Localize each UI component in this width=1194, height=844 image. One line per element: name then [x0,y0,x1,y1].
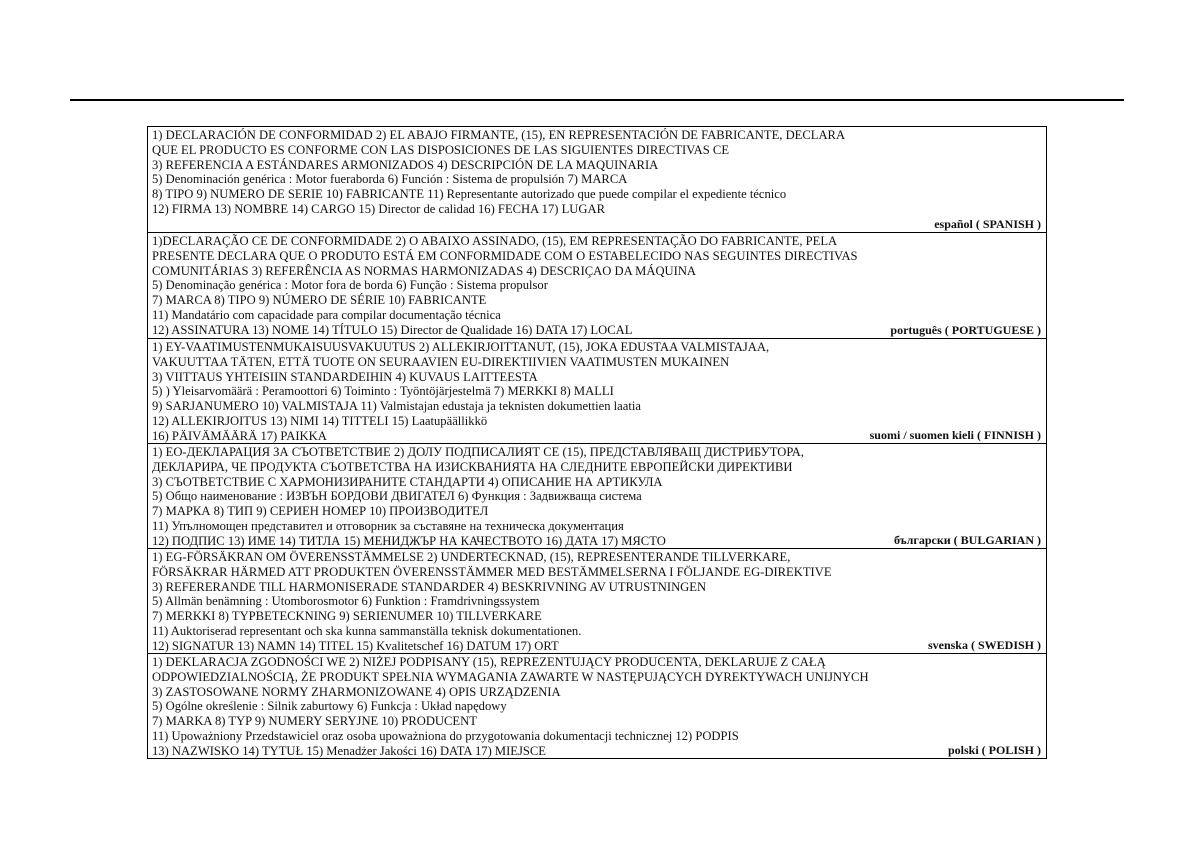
declaration-line: 3) СЪОТВЕТСТВИЕ С ХАРМОНИЗИРАНИТЕ СТАНДАРТИ 4) ОПИСАНИЕ НА АРТИКУЛА [152,474,663,489]
language-label-finnish: suomi / suomen kieli ( FINNISH ) [869,428,1041,442]
declaration-line: COMUNITÁRIAS 3) REFERÊNCIA AS NORMAS HARMONIZADAS 4) DESCRIÇAO DA MÁQUINA [152,263,697,278]
language-label-spanish: español ( SPANISH ) [934,217,1041,231]
declaration-line: 1) ЕО-ДЕКЛАРАЦИЯ ЗА СЪОТВЕТСТВИЕ 2) ДОЛУ ПОДПИСАЛИЯТ СЕ (15), ПРЕДСТАВЛЯВАЩ ДИСТРИБУТОРА, [152,445,804,459]
declaration-line: 7) MERKKI 8) TYPBETECKNING 9) SERIENUMER 10) TILLVERKARE [152,609,542,624]
declaration-line: VAKUUTTAA TÄTEN, ETTÄ TUOTE ON SEURAAVIEN EU-DIREKTIIVIEN VAATIMUSTEN MUKAINEN [152,354,730,369]
declaration-line: 8) TIPO 9) NUMERO DE SERIE 10) FABRICANTE 11) Representante autorizado que puede compilar el expediente técnico [152,187,787,202]
declaration-line: 5) Allmän benämning : Utomborosmotor 6) Funktion : Framdrivningssystem [152,594,540,609]
declaration-line: 5) Denominación genérica : Motor fueraborda 6) Función : Sistema de propulsión 7) MARCA [152,172,628,187]
declaration-line: 3) REFERENCIA A ESTÁNDARES ARMONIZADOS 4) DESCRIPCIÓN DE LA MAQUINARIA [152,157,659,172]
declaration-line: 1) DECLARACIÓN DE CONFORMIDAD 2) EL ABAJO FIRMANTE, (15), EN REPRESENTACIÓN DE FABRICANTE, DECLARA [152,128,846,142]
section-swedish [148,548,1046,653]
declaration-line: 1) DEKLARACJA ZGODNOŚCI WE 2) NIŻEJ PODPISANY (15), REPREZENTUJĄCY PRODUCENTA, DEKLARUJE Z CAŁĄ [152,655,826,669]
declaration-line: 3) ZASTOSOWANE NORMY ZHARMONIZOWANE 4) OPIS URZĄDZENIA [152,684,561,699]
declaration-line: 12) FIRMA 13) NOMBRE 14) CARGO 15) Director de calidad 16) FECHA 17) LUGAR [152,201,605,216]
declaration-line: ДЕКЛАРИРА, ЧЕ ПРОДУКТА СЪОТВЕТСТВА НА ИЗИСКВАНИЯТА НА СЛЕДНИТЕ ЕВРОПЕЙСКИ ДИРЕКТИВИ [152,459,793,474]
declaration-line: 1) EG-FÖRSÄKRAN OM ÖVERENSSTÄMMELSE 2) UNDERTECKNAD, (15), REPRESENTERANDE TILLVERKARE, [152,550,791,564]
declaration-of-conformity-table [147,126,1047,759]
declaration-line: 12) ASSINATURA 13) NOME 14) TÍTULO 15) Director de Qualidade 16) DATA 17) LOCAL [152,322,633,337]
section-finnish [148,338,1046,443]
declaration-line: 11) Упълномощен представител и отговорник за съставяне на техническа документация [152,518,624,533]
declaration-line: 12) ALLEKIRJOITUS 13) NIMI 14) TITTELI 15) Laatupäällikkö [152,413,488,428]
declaration-line: QUE EL PRODUCTO ES CONFORME CON LAS DISPOSICIONES DE LAS SIGUIENTES DIRECTIVAS CE [152,142,730,157]
declaration-line: FÖRSÄKRAR HÄRMED ATT PRODUKTEN ÖVERENSSTÄMMER MED BESTÄMMELSERNA I FÖLJANDE EG-DIREKTIVE [152,564,832,579]
language-label-bulgarian: български ( BULGARIAN ) [893,533,1041,547]
declaration-line: 7) MARCA 8) TIPO 9) NÚMERO DE SÉRIE 10) FABRICANTE [152,293,487,308]
declaration-line: 5) Denominação genérica : Motor fora de borda 6) Função : Sistema propulsor [152,278,548,293]
declaration-line: ODPOWIEDZIALNOŚCIĄ, ŻE PRODUKT SPEŁNIA WYMAGANIA ZAWARTE W NASTĘPUJĄCYCH DYREKTYWACH UNIJNYCH [152,669,869,684]
section-polish [148,653,1046,758]
section-portuguese [148,232,1046,338]
section-bulgarian [148,443,1046,548]
declaration-line: 11) Auktoriserad representant och ska kunna sammanställa teknisk dokumentationen. [152,623,582,638]
declaration-line: 7) МАРКА 8) ТИП 9) СЕРИЕН НОМЕР 10) ПРОИЗВОДИТЕЛ [152,504,489,519]
declaration-line: 11) Upoważniony Przedstawiciel oraz osoba upoważniona do przygotowania dokumentacji technicznej 12) PODPIS [152,728,739,743]
declaration-line: 3) VIITTAUS YHTEISIIN STANDARDEIHIN 4) KUVAUS LAITTEESTA [152,369,538,384]
declaration-line: 9) SARJANUMERO 10) VALMISTAJA 11) Valmistajan edustaja ja teknisten dokumettien laatia [152,399,641,414]
declaration-line: 11) Mandatário com capacidade para compilar documentação técnica [152,307,501,322]
declaration-line: 16) PÄIVÄMÄÄRÄ 17) PAIKKA [152,428,327,443]
declaration-line: PRESENTE DECLARA QUE O PRODUTO ESTÁ EM CONFORMIDADE COM O ESTABELECIDO NAS SEGUINTES DIRECTIVAS [152,248,858,263]
declaration-line: 12) ПОДПИС 13) ИМЕ 14) ТИТЛА 15) МЕНИДЖЪР НА КАЧЕСТВОТО 16) ДАТА 17) МЯСТО [152,533,666,548]
declaration-line: 3) REFERERANDE TILL HARMONISERADE STANDARDER 4) BESKRIVNING AV UTRUSTNINGEN [152,579,707,594]
declaration-line: 1)DECLARAÇÃO CE DE CONFORMIDADE 2) O ABAIXO ASSINADO, (15), EM REPRESENTAÇÃO DO FABRICANTE, PELA [152,234,838,248]
declaration-line: 13) NAZWISKO 14) TYTUŁ 15) Menadżer Jakości 16) DATA 17) MIEJSCE [152,743,546,758]
declaration-line: 5) Ogólne określenie : Silnik zaburtowy 6) Funkcja : Układ napędowy [152,699,507,714]
declaration-line: 5) Общо наименование : ИЗВЪН БОРДОВИ ДВИГАТЕЛ 6) Функция : Задвижваща система [152,489,642,504]
section-spanish [148,127,1046,232]
declaration-line: 12) SIGNATUR 13) NAMN 14) TITEL 15) Kvalitetschef 16) DATUM 17) ORT [152,638,559,653]
language-label-polish: polski ( POLISH ) [947,743,1041,757]
language-label-swedish: svenska ( SWEDISH ) [927,638,1041,652]
declaration-line: 5) ) Yleisarvomäärä : Peramoottori 6) Toiminto : Työntöjärjestelmä 7) MERKKI 8) MALLI [152,384,614,399]
top-horizontal-rule [70,99,1124,101]
language-label-portuguese: português ( PORTUGUESE ) [890,323,1041,337]
declaration-line: 7) MARKA 8) TYP 9) NUMERY SERYJNE 10) PRODUCENT [152,714,477,729]
declaration-line: 1) EY-VAATIMUSTENMUKAISUUSVAKUUTUS 2) ALLEKIRJOITTANUT, (15), JOKA EDUSTAA VALMISTAJAA, [152,340,770,354]
